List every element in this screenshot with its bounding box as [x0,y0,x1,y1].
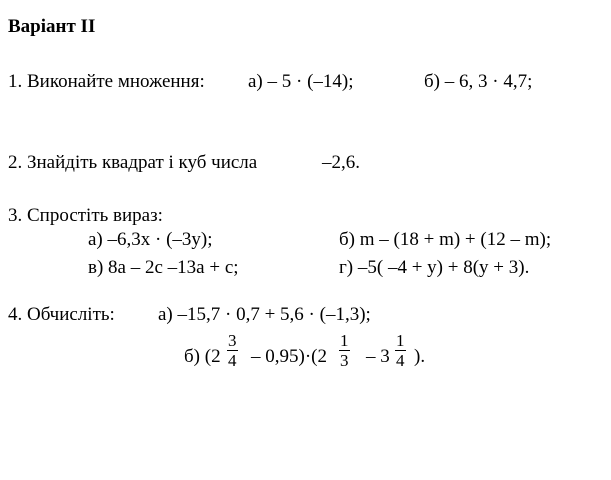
task1-label: 1. Виконайте множення: [8,71,205,92]
task4-b-middle: – 0,95)·(2 [251,346,327,367]
variant-title: Варіант ІІ [8,16,96,37]
task4-label: 4. Обчисліть: [8,304,115,325]
task4-b-fraction-1 [227,332,238,369]
task4-b-prefix: б) (2 [184,346,221,367]
task2-value: –2,6. [322,152,360,173]
fraction-1-denominator: 4 [228,351,237,370]
task4-b-fraction-2 [339,332,350,369]
fraction-1-numerator: 3 [228,331,237,350]
task3-part-a: а) –6,3x · (–3y); [88,229,213,250]
task3-part-b: б) m – (18 + m) + (12 – m); [339,229,552,250]
fraction-2-numerator: 1 [340,331,349,350]
task4-b-fraction-3 [395,332,406,369]
task4-part-a: а) –15,7 · 0,7 + 5,6 · (–1,3); [158,304,371,325]
fraction-3-denominator: 4 [396,351,405,370]
task2-label: 2. Знайдіть квадрат і куб числа [8,152,258,173]
task3-part-d: г) –5( –4 + y) + 8(y + 3). [339,257,530,278]
task3-label: 3. Спростіть вираз: [8,205,163,226]
task4-b-suffix: ). [414,346,426,367]
task3-part-c: в) 8a – 2c –13a + c; [88,257,239,278]
fraction-2-denominator: 3 [340,351,349,370]
fraction-3-numerator: 1 [396,331,405,350]
task1-part-a: а) – 5 · (–14); [248,71,354,92]
task4-b-middle-2: – 3 [366,346,390,367]
task1-part-b: б) – 6, 3 · 4,7; [424,71,533,92]
